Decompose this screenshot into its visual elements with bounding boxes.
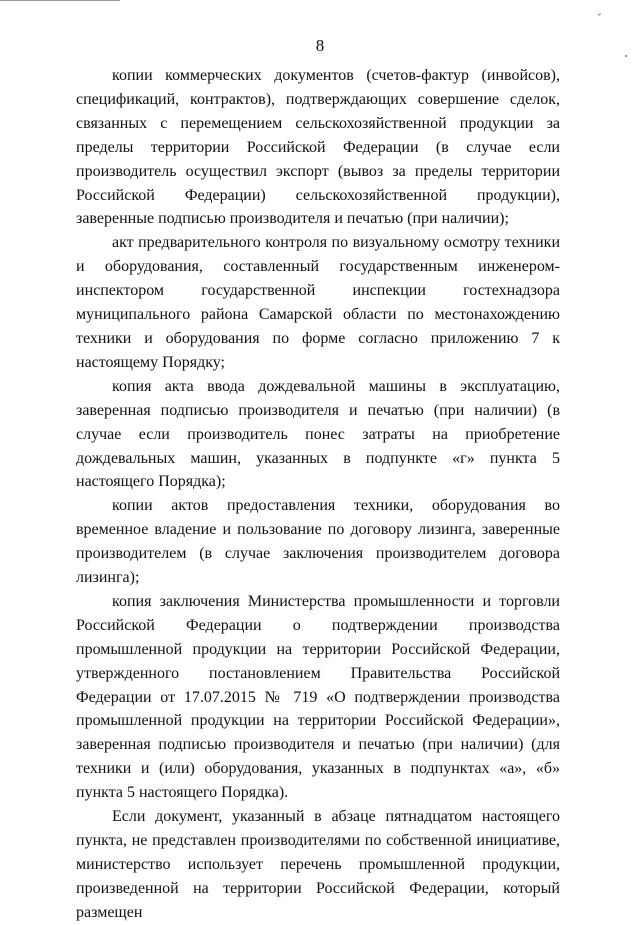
paragraph-inspection-act: акт предварительного контроля по визуальному осмотру техники и оборудования, составленный государственным инженером-инспектором государственной инспекции гостехнадзора муниципального района Самарской области по местонахождению техники и оборудования по форме согласно приложению 7 к настоящему Порядку; — [76, 234, 560, 371]
paragraph-ministry-list: Если документ, указанный в абзаце пятнадцатом настоящего пункта, не представлен производителями по собственной инициативе, министерство использует перечень промышленной продукции, произведенной на территории Российской Федерации, который размещен — [76, 808, 560, 921]
paragraph-leasing-acts: копии актов предоставления техники, оборудования во временное владение и пользование по договору лизинга, заверенные производителем (в случае заключения производителем договора лизинга); — [76, 497, 560, 587]
paragraph-commercial-documents: копии коммерческих документов (счетов-фактур (инвойсов), спецификаций, контрактов), подтверждающих совершение сделок, связанных с перемещением сельскохозяйственной продукции за пределы территории Российской Федерации (в случае если производитель осуществил экспорт (вывоз за пределы территории Российской Федерации) сельскохозяйственной продукции), заверенные подписью производителя и печатью (при наличии); — [76, 67, 560, 228]
paragraph-irrigation-machine-act: копия акта ввода дождевальной машины в эксплуатацию, заверенная подписью производителя и печатью (при наличии) (в случае если производитель понес затраты на приобретение дождевальных машин, указанных в подпункте «г» пункта 5 настоящего Порядка); — [76, 377, 560, 491]
margin-mark — [598, 13, 601, 16]
paragraph-ministry-conclusion: копия заключения Министерства промышленности и торговли Российской Федерации о подтверждении производства промышленной продукции на территории Российской Федерации, утвержденного постановлением Правительства Российской Федерации от 17.07.2015 № 719 «О подтверждении производства промышленной продукции на территории Российской Федерации», заверенная подписью производителя и печатью (при наличии) (для техники и (или) оборудования, указанных в подпунктах «а», «б» пункта 5 настоящего Порядка). — [76, 592, 560, 802]
page-number: 8 — [315, 36, 325, 55]
page-body — [76, 64, 560, 925]
scan-edge-line — [0, 0, 120, 1]
